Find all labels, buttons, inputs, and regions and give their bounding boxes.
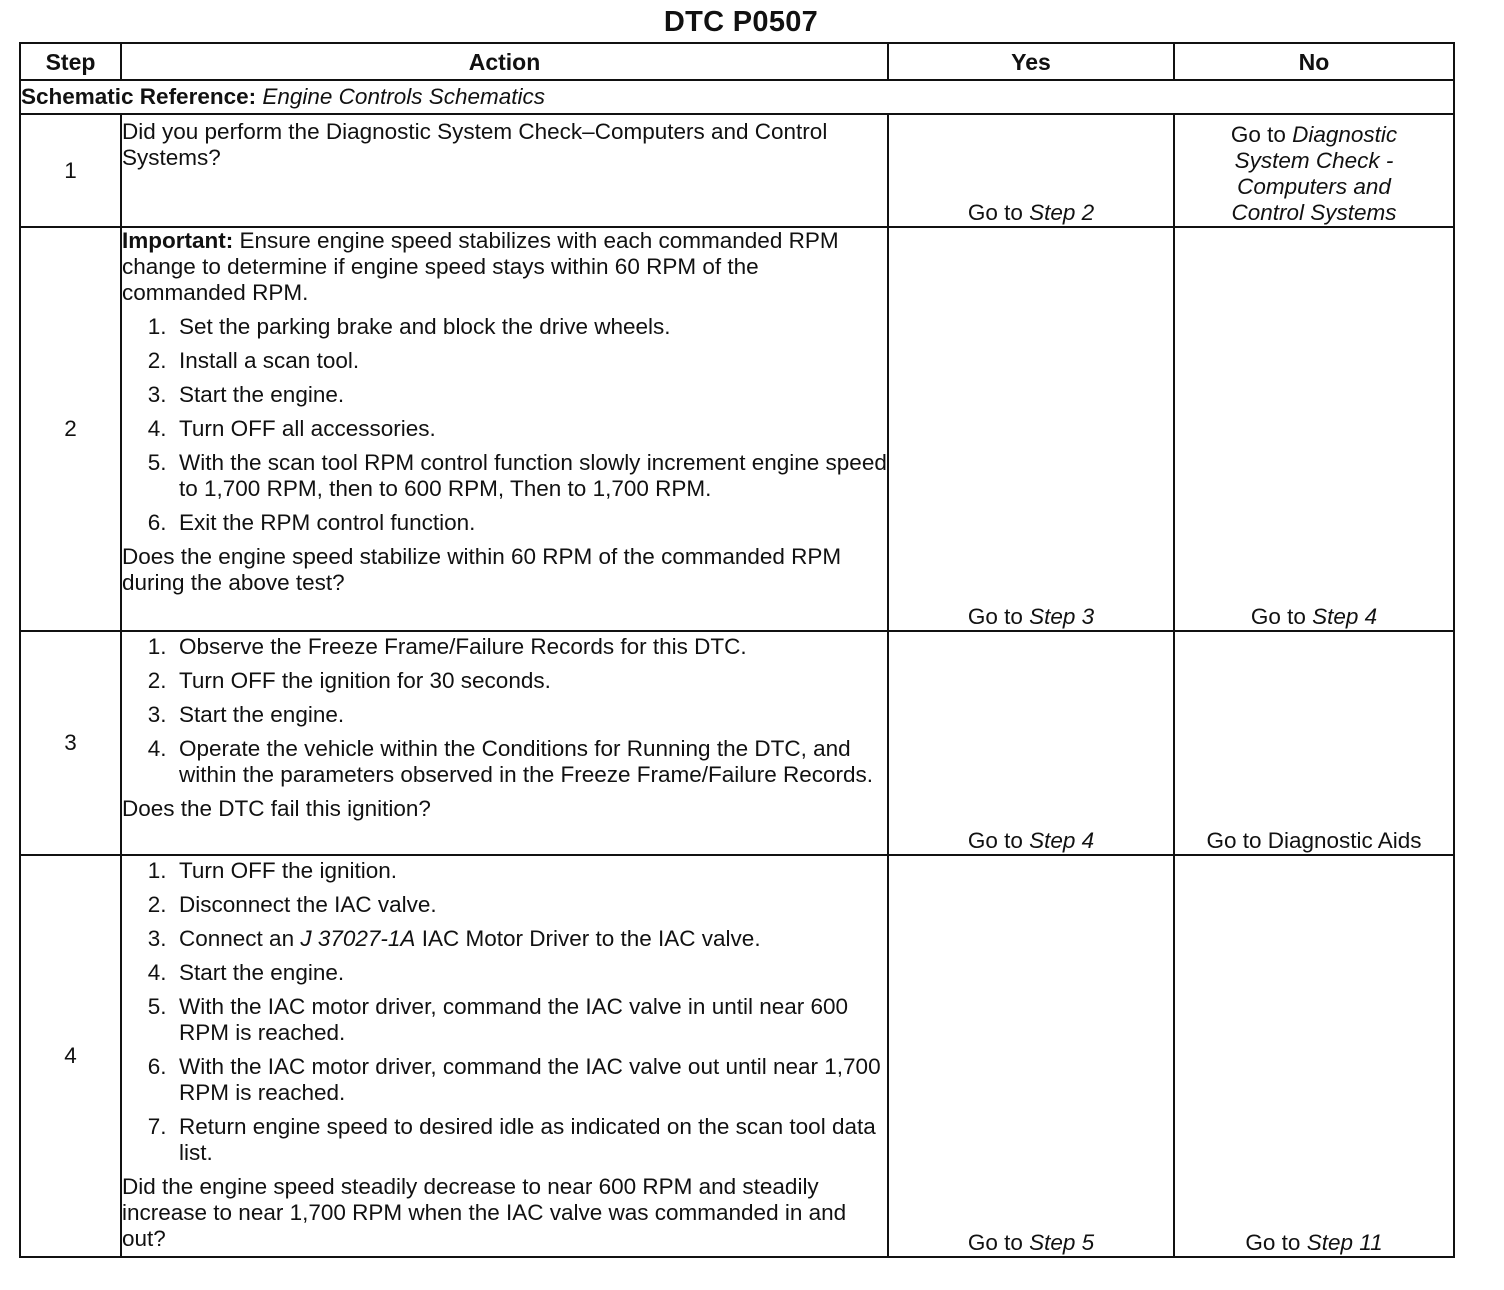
list-item: 4. Start the engine. (147, 960, 345, 985)
no-link[interactable]: Step 4 (1312, 604, 1378, 629)
list-item: 7. Return engine speed to desired idle as indicated on the scan tool data list. (147, 1114, 876, 1165)
procedure-list (122, 634, 887, 788)
schematic-label: Schematic Reference: (21, 84, 257, 109)
schematic-row (20, 80, 1454, 114)
list-item: 6. Exit the RPM control function. (147, 510, 476, 535)
step-number: 4 (20, 855, 121, 1257)
table-row (20, 855, 1454, 1257)
question-text: Did you perform the Diagnostic System Check–Computers and Control Systems? (122, 119, 828, 170)
list-item: 4. Operate the vehicle within the Conditions for Running the DTC, and within the parameters observed in the Freeze Frame/Failure Records. (147, 736, 874, 787)
list-item: 1. Observe the Freeze Frame/Failure Records for this DTC. (147, 634, 747, 659)
list-item: 1. Turn OFF the ignition. (147, 858, 398, 883)
header-row (20, 43, 1454, 80)
no-cell (1174, 631, 1454, 855)
question-text: Did the engine speed steadily decrease to near 600 RPM and steadily increase to near 1,700 RPM when the IAC valve was commanded in and out? (122, 1174, 847, 1251)
yes-link[interactable]: Step 2 (1029, 200, 1095, 225)
yes-prefix: Go to (967, 828, 1023, 853)
procedure-list (122, 858, 887, 1166)
step-number: 1 (20, 114, 121, 227)
list-item: 1. Set the parking brake and block the drive wheels. (147, 314, 671, 339)
list-item: 2. Install a scan tool. (147, 348, 360, 373)
action-cell (121, 631, 888, 855)
no-prefix: Go to (1250, 604, 1306, 629)
yes-link[interactable]: Step 4 (1029, 828, 1095, 853)
table-row (20, 227, 1454, 631)
no-cell (1174, 114, 1454, 227)
no-cell (1174, 227, 1454, 631)
list-item: 3. Start the engine. (147, 382, 345, 407)
important-note (122, 228, 887, 306)
yes-cell (888, 227, 1174, 631)
no-cell (1174, 855, 1454, 1257)
yes-link[interactable]: Step 5 (1029, 1230, 1095, 1255)
no-prefix: Go to (1245, 1230, 1301, 1255)
question-text: Does the DTC fail this ignition? (122, 796, 431, 821)
table-row (20, 114, 1454, 227)
important-text: Ensure engine speed stabilizes with each commanded RPM change to determine if engine speed stays within 60 RPM of the commanded RPM. (122, 228, 839, 305)
action-cell (121, 227, 888, 631)
diagnostic-table (19, 42, 1455, 1258)
step-number: 3 (20, 631, 121, 855)
yes-prefix: Go to (967, 604, 1023, 629)
table-row (20, 631, 1454, 855)
header-step: Step (20, 43, 121, 80)
header-no: No (1174, 43, 1454, 80)
no-link[interactable]: Go to Diagnostic Aids (1206, 828, 1422, 853)
item3-pre: Connect an (179, 926, 295, 951)
list-item: 5. With the IAC motor driver, command the IAC valve in until near 600 RPM is reached. (147, 994, 849, 1045)
schematic-reference (20, 80, 1454, 114)
list-item: 4. Turn OFF all accessories. (147, 416, 436, 441)
no-link[interactable]: Diagnostic System Check - Computers and Control Systems (1231, 122, 1398, 225)
no-link[interactable]: Step 11 (1306, 1230, 1383, 1255)
list-item: 2. Disconnect the IAC valve. (147, 892, 437, 917)
yes-cell (888, 114, 1174, 227)
list-item: 2. Turn OFF the ignition for 30 seconds. (147, 668, 551, 693)
header-action: Action (121, 43, 888, 80)
yes-prefix: Go to (967, 1230, 1023, 1255)
important-label: Important: (122, 228, 234, 253)
yes-link[interactable]: Step 3 (1029, 604, 1095, 629)
list-item: 6. With the IAC motor driver, command the IAC valve out until near 1,700 RPM is reached. (147, 1054, 881, 1105)
schematic-link[interactable]: Engine Controls Schematics (262, 84, 546, 109)
list-item: 3. Start the engine. (147, 702, 345, 727)
step-number: 2 (20, 227, 121, 631)
item3-post: IAC Motor Driver to the IAC valve. (421, 926, 761, 951)
page-title: DTC P0507 (663, 6, 819, 38)
action-cell (121, 114, 888, 227)
yes-cell (888, 855, 1174, 1257)
yes-cell (888, 631, 1174, 855)
action-cell (121, 855, 888, 1257)
tool-reference: J 37027-1A (300, 926, 416, 951)
question-text: Does the engine speed stabilize within 60 RPM of the commanded RPM during the above test? (122, 544, 842, 595)
header-yes: Yes (888, 43, 1174, 80)
procedure-list (122, 314, 887, 536)
list-item: 5. With the scan tool RPM control function slowly increment engine speed to 1,700 RPM, then to 600 RPM, Then to 1,700 RPM. (147, 450, 887, 501)
no-prefix: Go to (1230, 122, 1286, 147)
yes-prefix: Go to (967, 200, 1023, 225)
list-item: 3. Connect an J 37027-1A IAC Motor Driver to the IAC valve. (147, 926, 761, 951)
